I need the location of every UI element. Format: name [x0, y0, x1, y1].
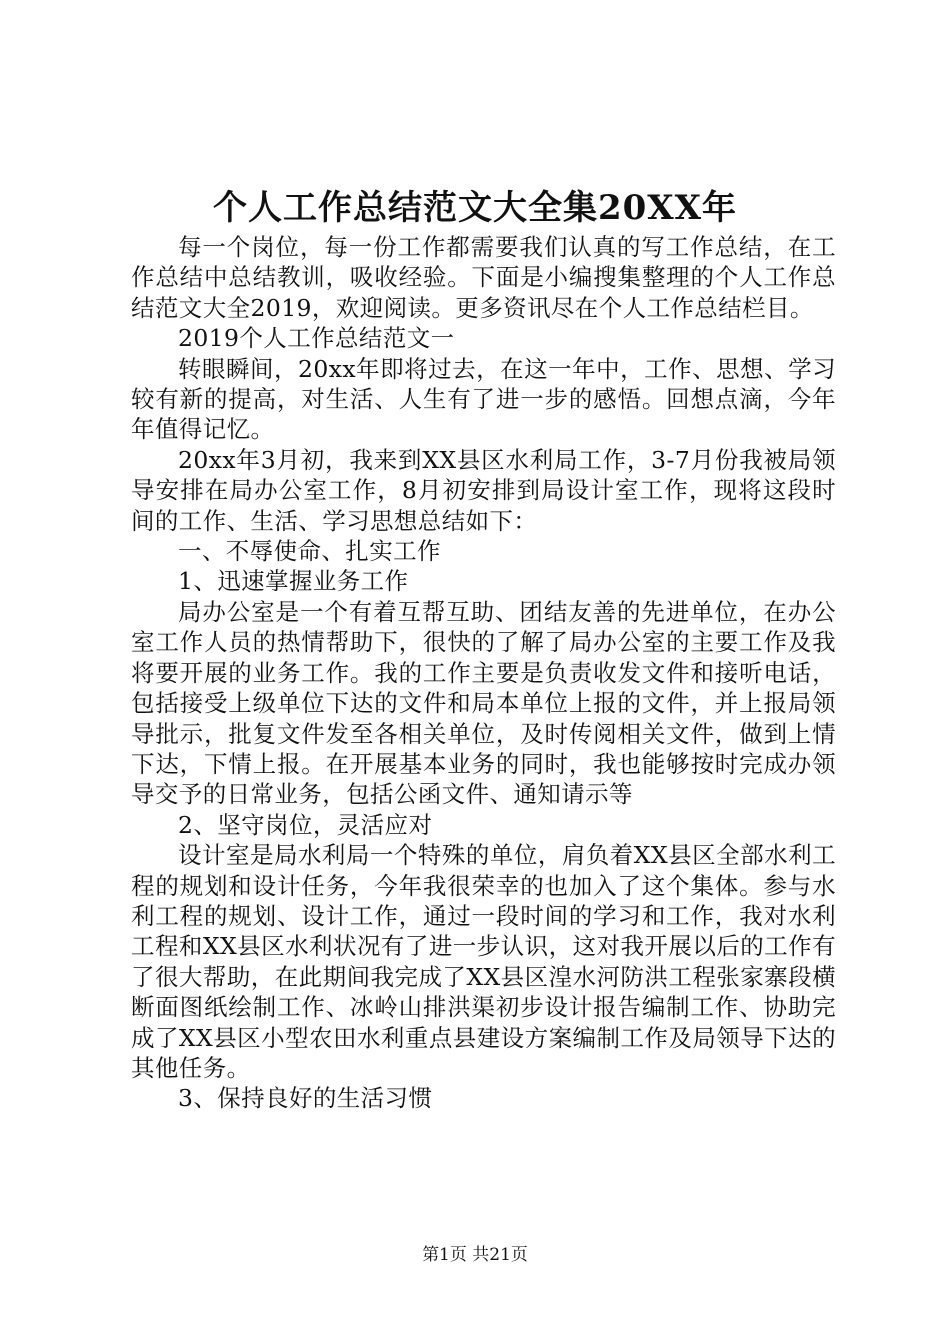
- section-heading: 2019个人工作总结范文一: [178, 324, 455, 353]
- paragraph: 局办公室是一个有着互帮互助、团结友善的先进单位，在办公室工作人员的热情帮助下，很快的了解了局办公室的主要工作及我将要开展的业务工作。我的工作主要是负责收发文件和接听电话，包括接受上级单位下达的文件和局本单位上报的文件，并上报局领导批示，批复文件发至各相关单位，及时传阅相关文件，做到上情下达，下情上报。在开展基本业务的同时，我也能够按时完成办领导交予的日常业务，包括公函文件、通知请示等: [131, 597, 836, 809]
- paragraph: 转眼瞬间，20xx年即将过去，在这一年中，工作、思想、学习较有新的提高，对生活、人生有了进一步的感悟。回想点滴，今年年值得记忆。: [131, 354, 836, 444]
- page-number-footer: 第1页 共21页: [422, 1245, 528, 1265]
- paragraph: 20xx年3月初，我来到XX县区水利局工作，3-7月份我被局领导安排在局办公室工作，8月初安排到局设计室工作，现将这段时间的工作、生活、学习思想总结如下：: [131, 445, 836, 535]
- document-body: [131, 232, 836, 1114]
- paragraph: 设计室是局水利局一个特殊的单位，肩负着XX县区全部水利工程的规划和设计任务，今年我很荣幸的也加入了这个集体。参与水利工程的规划、设计工作，通过一段时间的学习和工作，我对水利工程和XX县区水利状况有了进一步认识，这对我开展以后的工作有了很大帮助，在此期间我完成了XX县区湟水河防洪工程张家寨段横断面图纸绘制工作、冰岭山排洪渠初步设计报告编制工作、协助完成了XX县区小型农田水利重点县建设方案编制工作及局领导下达的其他任务。: [131, 841, 836, 1082]
- paragraph-intro: 每一个岗位，每一份工作都需要我们认真的写工作总结，在工作总结中总结教训，吸收经验。下面是小编搜集整理的个人工作总结范文大全2019，欢迎阅读。更多资讯尽在个人工作总结栏目。: [131, 233, 836, 322]
- subsection-heading: 2、坚守岗位，灵活应对: [178, 810, 433, 839]
- subsection-heading: 1、迅速掌握业务工作: [178, 567, 409, 596]
- subsection-heading: 3、保持良好的生活习惯: [178, 1084, 433, 1113]
- section-heading: 一、不辱使命、扎实工作: [178, 537, 441, 566]
- document-title: 个人工作总结范文大全集20XX年: [212, 188, 738, 228]
